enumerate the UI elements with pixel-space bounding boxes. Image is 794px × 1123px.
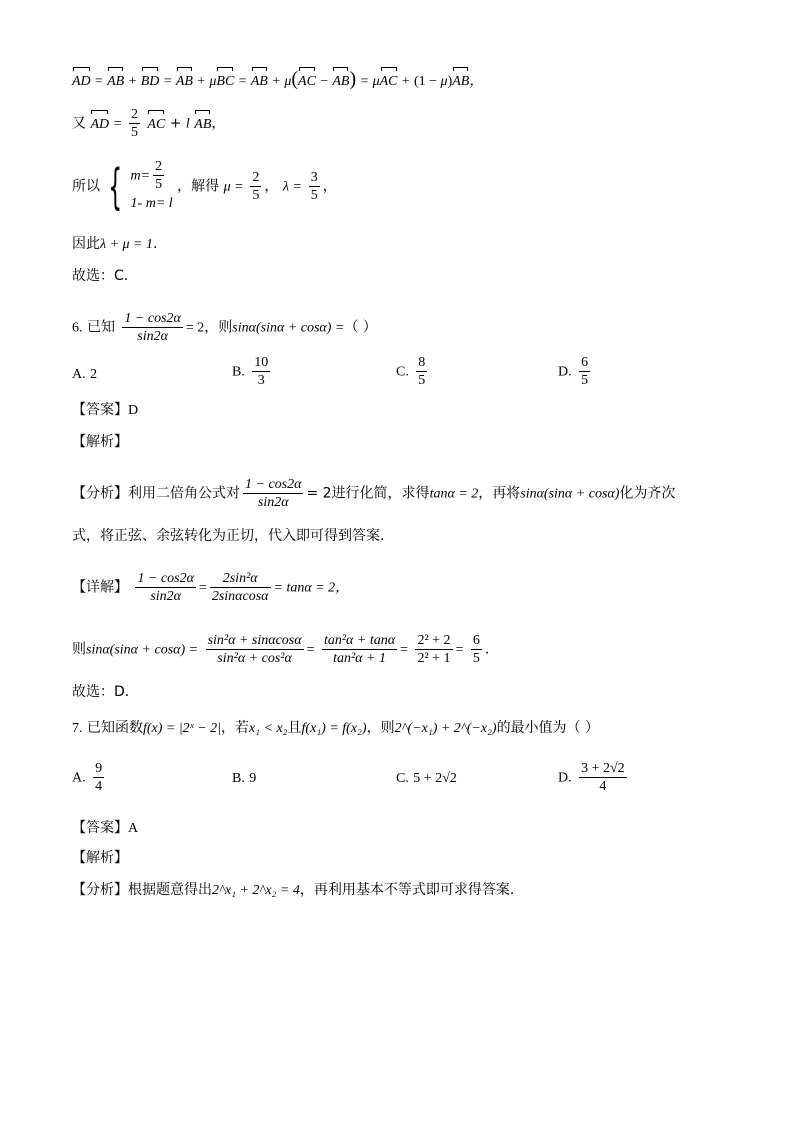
question-6-number: 6. (72, 320, 83, 336)
vector-ab-3: AB (251, 64, 268, 92)
vector-ad: AD (72, 64, 91, 92)
transform-lhs: sinα(sinα + cosα) = (86, 642, 199, 658)
line4-tail: . (153, 236, 158, 252)
system-eq2: 1- m= l (130, 196, 173, 211)
vector-ab: AB (107, 64, 124, 92)
q6-analysis-tag: 【解析】 (72, 434, 128, 450)
question-6-mid: ，则 (204, 319, 233, 336)
q7-option-c[interactable]: C. 5 + 2√2 (396, 771, 457, 786)
question-7-mid2: ，则 (366, 720, 395, 736)
fenxi-expr: sinα(sinα + cosα) (520, 486, 620, 502)
vector-ac-line2: AC (147, 107, 165, 135)
q7-fenxi-tag: 【分析】 (72, 882, 128, 898)
answer-value: D (128, 403, 139, 418)
fenxi-text-3: ，再将 (478, 485, 521, 502)
transform-fraction-2: $\frac{\text{tan²α + tanα}}{\text{tan²α + 1}}$ (323, 633, 396, 666)
q6-fenxi (72, 476, 675, 511)
question-7-and: 且 (287, 720, 302, 736)
transform-fraction-3: $\frac{\text{2² + 2}}{\text{2² + 1}}$ (417, 633, 451, 666)
vector-equation-line: AD = AB + BD = AB + μBC = AB + μ(AC − AB) = μAC + (1 − μ)AB， (72, 64, 483, 92)
detail-tag: 【详解】 (72, 579, 128, 596)
answer-tag: 【答案】 (72, 402, 128, 418)
transform-tail: . (484, 641, 490, 658)
q7-answer-tag: 【答案】 (72, 820, 128, 836)
question-6-prefix: 已知 (86, 319, 115, 336)
mu-fraction: $\frac{2}{5}$ (252, 170, 260, 203)
line3-tail: ， (322, 178, 337, 195)
q7-answer-value: A (128, 821, 139, 836)
equation-system (131, 158, 173, 215)
q6-fenxi-line2: 式，将正弦、余弦转化为正切，代入即可得到答案. (72, 528, 385, 544)
lambda-mu-sum: λ + μ = 1 (100, 237, 153, 252)
q6-option-c[interactable]: C. $\frac{8}{5}$ (396, 355, 426, 388)
choose-c-line: 故选：C． (72, 268, 138, 284)
q7-option-a[interactable]: A. $\frac{9}{4}$ (72, 761, 103, 794)
q6-option-a[interactable]: A. 2 (72, 367, 98, 382)
fenxi-text-1: 利用二倍角公式对 (128, 485, 240, 502)
mu-symbol-3: μ (372, 74, 380, 89)
detail-fraction-2: $\frac{\text{2sin²α}}{2\sin\alpha\cos\alpha}$ (211, 571, 269, 604)
fenxi-fraction: $\frac{1 - \cos 2\alpha}{\sin 2\alpha}$ (245, 477, 302, 510)
choose-d-line: 故选：D． (72, 684, 139, 700)
q6-detail: 【详解】 $\frac{1 - \cos 2\alpha}{\sin 2\alpha}$ = $\frac{\text{2sin²α}}{2\sin\alpha\cos\alpha}$ = tanα = 2， (72, 571, 350, 604)
q7-answer (72, 818, 138, 839)
q7-fenxi (72, 880, 514, 901)
transform-fraction-4: $\frac{6}{5}$ (472, 633, 480, 666)
vector-bd: BD (141, 64, 160, 92)
fenxi-tan: tanα = 2 (429, 486, 479, 502)
mu-symbol: μ (209, 74, 217, 89)
vector-bc: BC (216, 64, 234, 92)
vector-ab-4: AB (332, 64, 349, 92)
system-prefix: 所以 (72, 178, 100, 195)
q7-fenxi-text-1: 根据题意得出 (128, 882, 212, 898)
question-6-bracket: （ ） (344, 319, 377, 336)
question-6-expr: sinα(sinα + cosα) = (232, 320, 345, 336)
question-7-cond: x₁ < x₂ (248, 721, 288, 736)
lambda-fraction: $\frac{3}{5}$ (310, 170, 318, 203)
transform-fraction-1: $\frac{\text{sin²α + sinαcosα}}{\text{sin²α + cos²α}}$ (207, 633, 302, 666)
fenxi-text-2: = 2进行化简，求得 (306, 485, 430, 502)
line2-tail: ， (211, 115, 226, 132)
q7-fenxi-expr: 2^x₁ + 2^x₂ = 4 (212, 883, 300, 898)
therefore-line (72, 234, 157, 255)
line1-tail: ， (469, 73, 484, 89)
question-7-eq: f(x₁) = f(x₂) (301, 721, 367, 736)
question-6 (72, 310, 377, 345)
q6-answer (72, 400, 138, 421)
system-eq1-fraction: $\frac{2}{5}$ (155, 159, 163, 192)
therefore-prefix: 因此 (72, 236, 100, 252)
question-7-tail: 的最小值为（ ） (496, 720, 600, 736)
vector-ab-line2: AB (194, 107, 211, 135)
question-7-func: f(x) = |2ˣ − 2| (142, 721, 221, 736)
fenxi-tag: 【分析】 (72, 485, 128, 502)
also-line: 又 AD = $\frac{2}{5}$ AC + l AB， (72, 107, 226, 140)
vector-ac: AC (298, 64, 316, 92)
vector-ac-2: AC (380, 64, 398, 92)
q6-option-b[interactable]: B. $\frac{10}{3}$ (232, 355, 269, 388)
mu-symbol-2: μ (284, 74, 292, 89)
solve-label: ，解得 (177, 178, 220, 195)
q7-fenxi-text-2: ，再利用基本不等式即可求得答案. (299, 882, 515, 898)
question-7-mid1: ，若 (220, 720, 249, 736)
detail-fraction-1: $\frac{1 - \cos 2\alpha}{\sin 2\alpha}$ (137, 571, 194, 604)
vector-ab-5: AB (452, 64, 469, 92)
q6-option-d[interactable]: D. $\frac{6}{5}$ (558, 355, 589, 388)
then-label: 则 (72, 641, 86, 658)
mu-symbol-4: μ (440, 74, 448, 89)
q7-option-b[interactable]: B. 9 (232, 771, 257, 786)
vector-ad-line2: AD (90, 107, 109, 135)
q7-analysis-tag: 【解析】 (72, 850, 128, 866)
also-prefix: 又 (72, 115, 86, 132)
fraction-two-fifths: $\frac{2}{5}$ (130, 107, 138, 140)
system-line: 所以 { m= $\frac{2}{5}$ 1- m= l ，解得 μ = $\frac{2}{5}$ ， λ = $\frac{3}{5}$ ， (72, 158, 337, 215)
question-7-number: 7. (72, 721, 83, 736)
fenxi-text-4: 化为齐次 (619, 485, 676, 502)
question-6-fraction: $\frac{1 - \cos 2\alpha}{\sin 2\alpha}$ (124, 311, 181, 344)
question-7-expr: 2^(−x₁) + 2^(−x₂) (394, 721, 497, 736)
question-7-prefix: 已知函数 (86, 720, 143, 736)
q7-option-d[interactable]: D. $\frac{3 + 2√2}{4}$ (558, 761, 625, 794)
question-6-eq: = 2 (185, 320, 205, 336)
detail-tail: = tanα = 2， (273, 580, 350, 596)
question-7 (72, 718, 599, 739)
q6-transform: 则sinα(sinα + cosα) = $\frac{\text{sin²α + sinαcosα}}{\text{sin²α + cos²α}}$ = $\frac{\text{tan²α + tanα}}{\text{tan²α + 1}}$ = $\frac{\text{2² + 2}}{\text{2² + 1}}$ = $\frac{6}{5}$ . (72, 633, 490, 666)
vector-ab-2: AB (176, 64, 193, 92)
left-brace-icon: { (108, 158, 123, 215)
system-eq1-lhs: m= (130, 168, 151, 184)
